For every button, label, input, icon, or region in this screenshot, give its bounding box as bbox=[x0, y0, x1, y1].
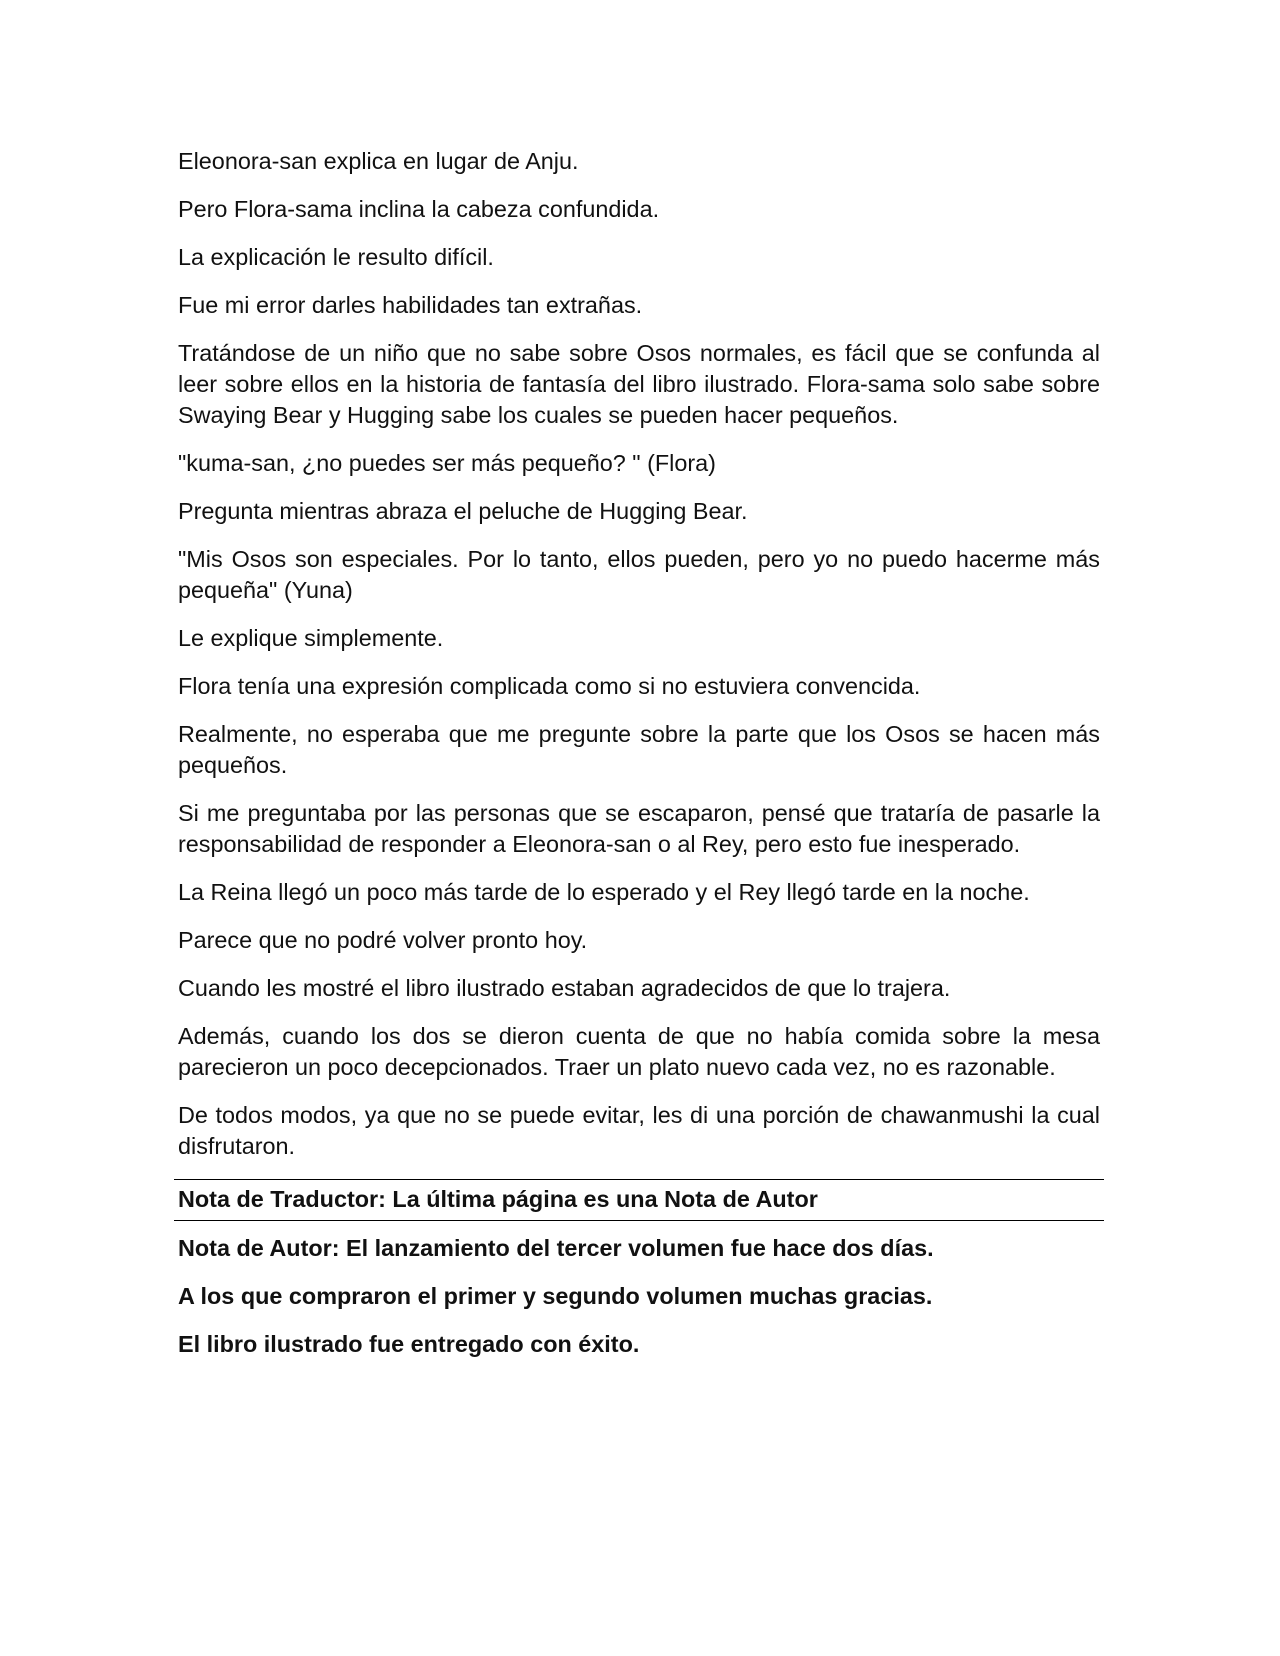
author-note: Nota de Autor: El lanzamiento del tercer volumen fue hace dos días. bbox=[178, 1235, 934, 1261]
document-page bbox=[178, 146, 1100, 1377]
paragraph: La Reina llegó un poco más tarde de lo esperado y el Rey llegó tarde en la noche. bbox=[178, 879, 1030, 905]
translator-note-box bbox=[174, 1179, 1104, 1221]
paragraph: Le explique simplemente. bbox=[178, 625, 444, 651]
author-note: El libro ilustrado fue entregado con éxito. bbox=[178, 1331, 640, 1357]
paragraph: Eleonora-san explica en lugar de Anju. bbox=[178, 148, 579, 174]
paragraph: Tratándose de un niño que no sabe sobre Osos normales, es fácil que se confunda al leer sobre ellos en la historia de fantasía del libro ilustrado. Flora-sama solo sabe sobre Swaying Bear y Hugging sabe los cuales se pueden hacer pequeños. bbox=[178, 340, 1100, 428]
paragraph: Si me preguntaba por las personas que se escaparon, pensé que trataría de pasarle la responsabilidad de responder a Eleonora-san o al Rey, pero esto fue inesperado. bbox=[178, 800, 1100, 857]
translator-note: Nota de Traductor: La última página es una Nota de Autor bbox=[178, 1186, 818, 1212]
paragraph: De todos modos, ya que no se puede evitar, les di una porción de chawanmushi la cual disfrutaron. bbox=[178, 1102, 1100, 1159]
paragraph: Fue mi error darles habilidades tan extrañas. bbox=[178, 292, 643, 318]
paragraph: Cuando les mostré el libro ilustrado estaban agradecidos de que lo trajera. bbox=[178, 975, 951, 1001]
paragraph: Parece que no podré volver pronto hoy. bbox=[178, 927, 588, 953]
paragraph: Pero Flora-sama inclina la cabeza confundida. bbox=[178, 196, 660, 222]
paragraph: Además, cuando los dos se dieron cuenta de que no había comida sobre la mesa parecieron un poco decepcionados. Traer un plato nuevo cada vez, no es razonable. bbox=[178, 1023, 1100, 1080]
paragraph: "Mis Osos son especiales. Por lo tanto, ellos pueden, pero yo no puedo hacerme más pequeña" (Yuna) bbox=[178, 546, 1100, 603]
paragraph: La explicación le resulto difícil. bbox=[178, 244, 494, 270]
paragraph: Realmente, no esperaba que me pregunte sobre la parte que los Osos se hacen más pequeños. bbox=[178, 721, 1100, 778]
paragraph: Flora tenía una expresión complicada como si no estuviera convencida. bbox=[178, 673, 921, 699]
author-note: A los que compraron el primer y segundo volumen muchas gracias. bbox=[178, 1283, 933, 1309]
paragraph: Pregunta mientras abraza el peluche de Hugging Bear. bbox=[178, 498, 748, 524]
paragraph: "kuma-san, ¿no puedes ser más pequeño? " (Flora) bbox=[178, 450, 716, 476]
